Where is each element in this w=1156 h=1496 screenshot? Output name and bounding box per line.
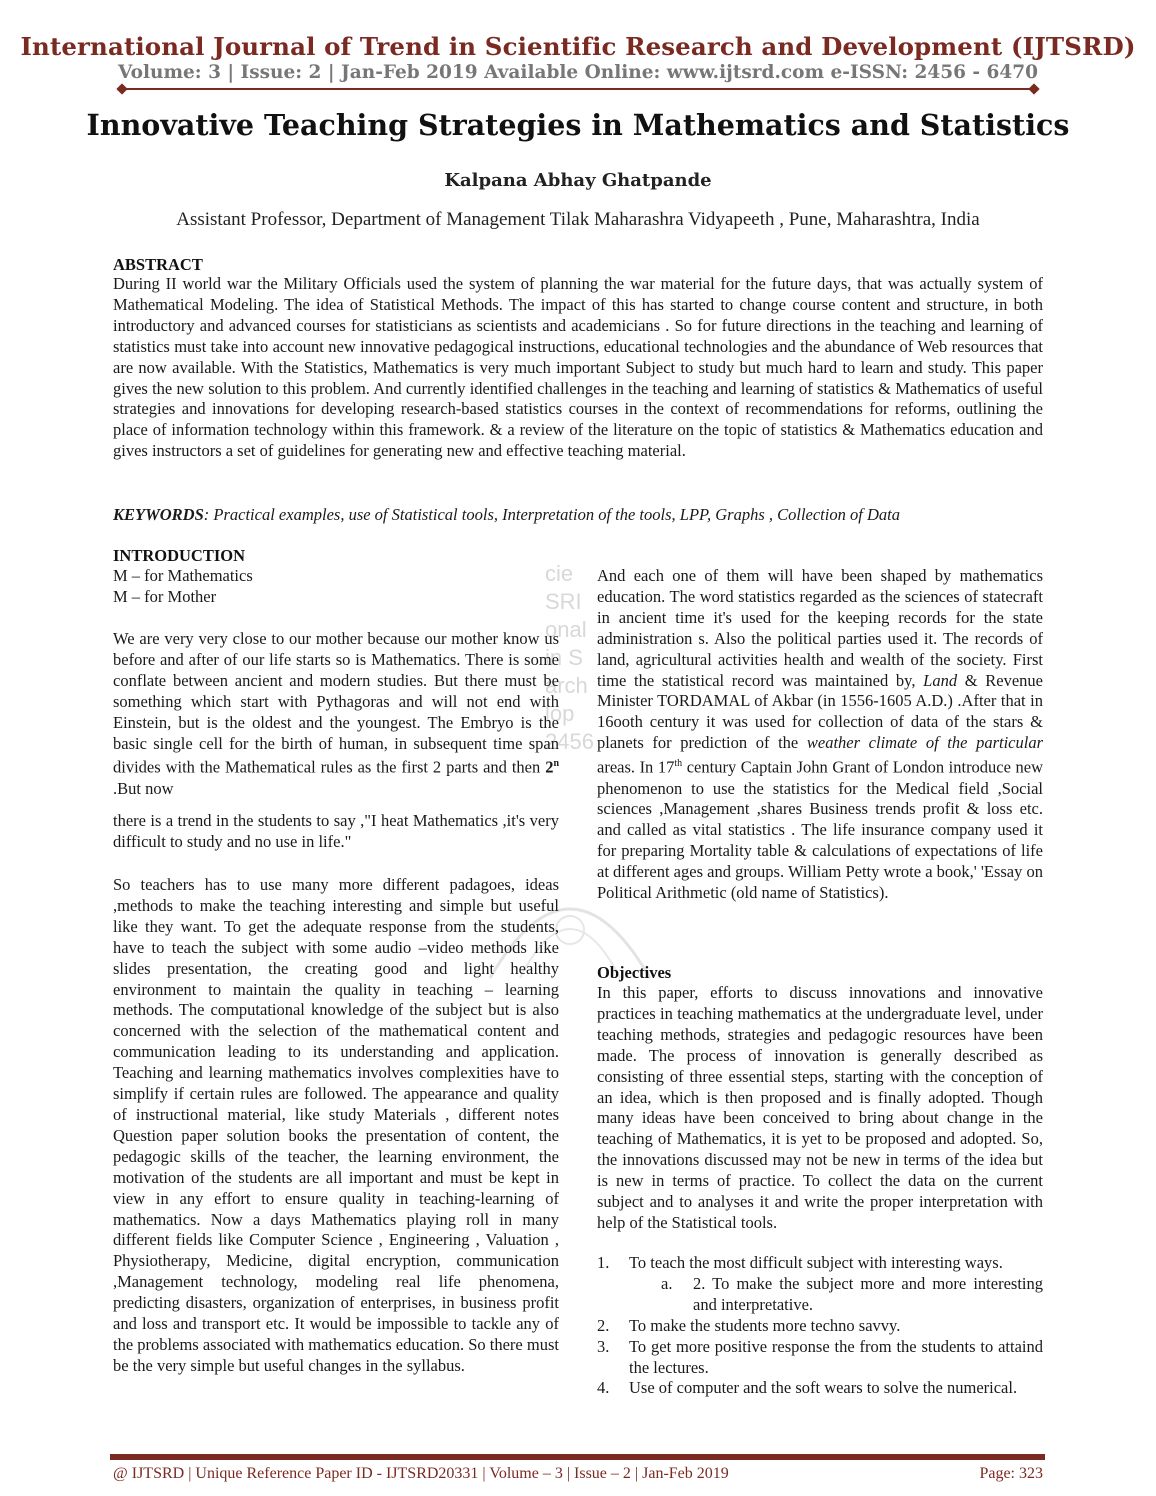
introduction-heading: INTRODUCTION xyxy=(113,546,246,565)
list-item-number: 3. xyxy=(597,1336,610,1356)
rule-diamond-left xyxy=(116,83,127,94)
list-item-number: 4. xyxy=(597,1378,610,1398)
intro-line-mother: M – for Mother xyxy=(113,587,217,606)
intro-paragraph-1-end: .But now xyxy=(113,778,174,798)
watermark-line: cie xyxy=(545,561,574,586)
watermark-line: in S xyxy=(545,645,583,670)
intro-paragraph-1 xyxy=(113,629,559,800)
journal-title: International Journal of Trend in Scientific Research and Development (IJTSRD) xyxy=(20,32,1136,61)
list-item-text: Use of computer and the soft wears to solve the numerical. xyxy=(629,1378,1018,1398)
right-p1-italic-land: Land xyxy=(923,670,958,690)
watermark-line: onal xyxy=(545,617,587,642)
power-base: 2 xyxy=(545,757,554,777)
right-p1-d: century Captain John Grant of London introduce new phenomenon to use the statistics for the Medical field ,Social sciences ,Management ,shares Business trends profit & loss etc. and called as vital statistics . The life insurance company used it for preparing Mortality table & calculations of expectations of life at different ages and groups. William Petty wrote a book,' 'Essay on Political Arithmetic (old name of Statistics). xyxy=(597,757,1043,903)
intro-line-mathematics: M – for Mathematics xyxy=(113,566,253,585)
keywords-label: KEYWORDS xyxy=(113,505,204,524)
list-item xyxy=(597,1337,1043,1379)
list-item-number: 1. xyxy=(597,1253,610,1272)
footer-rule xyxy=(110,1454,1045,1460)
list-item xyxy=(597,1316,1043,1337)
journal-subtitle: Volume: 3 | Issue: 2 | Jan-Feb 2019 Available Online: www.ijtsrd.com e-ISSN: 2456 - 6470 xyxy=(117,62,1039,83)
objectives-list xyxy=(597,1253,1043,1399)
intro-paragraph-2: there is a trend in the students to say ,"I heat Mathematics ,it's very difficult to study and no use in life." xyxy=(113,811,559,851)
right-p1-a: And each one of them will have been shaped by mathematics education. The word statistics regarded as the sciences of statecraft in ancient time it's used for the keeping records for the state administration s. Also the political parties used it. The records of land, agricultural activities health and wealth of the society. First time the statistical record was maintained by, xyxy=(597,566,1043,690)
list-item xyxy=(597,1378,1043,1399)
right-p1-c: areas. In 17 xyxy=(597,757,675,777)
list-item-text: To get more positive response the from the students to attaind the lectures. xyxy=(629,1336,1043,1377)
page-number: Page: 323 xyxy=(979,1465,1043,1482)
list-item-text: To teach the most difficult subject with interesting ways. xyxy=(629,1253,1003,1272)
keywords-text: : Practical examples, use of Statistical tools, Interpretation of the tools, LPP, Graphs , Collection of Data xyxy=(203,505,900,524)
rule-diamond-right xyxy=(1028,83,1039,94)
list-item-text: To make the students more techno savvy. xyxy=(629,1315,901,1335)
header-rule xyxy=(122,88,1034,90)
list-item-number: a. xyxy=(661,1273,673,1293)
list-item xyxy=(597,1274,1043,1316)
right-paragraph-1 xyxy=(597,566,1043,904)
intro-paragraph-3: So teachers has to use many more different padagoes, ideas ,methods to make the teaching interesting and simple but useful like they want. To get the adequate response from the students, have to teach the subject with some audio –video methods like slides presentation, the creating good and light healthy environment to maintain the quality in teaching – learning methods. The computational knowledge of the subject but is also concerned with the selection of the mathematical content and communication leading to its understanding and application. Teaching and learning mathematics involves complexities have to simplify if certain rules are followed. The appearance and quality of instructional material, like study Materials , different notes Question paper solution books the presentation of content, the pedagogic skills of the teacher, the learning environment, the motivation of the students are all important and must be kept in view in any effort to ensure quality in teaching-learning of mathematics. Now a days Mathematics playing roll in many different fields like Computer Science , Engineering , Valuation , Physiotherapy, Medicine, digital encryption, communication ,Management technology, modeling real life phenomena, predicting disasters, organization of enterprises, in business profit and loss and transport etc. It would be impossible to tackle any of the problems associated with mathematics education. So there must be the very simple but useful changes in the syllabus. xyxy=(113,875,559,1375)
paper-title: Innovative Teaching Strategies in Mathematics and Statistics xyxy=(86,108,1070,142)
watermark-line: arch xyxy=(545,673,588,698)
objectives-text: In this paper, efforts to discuss innovations and innovative practices in teaching mathematics at the undergraduate level, under teaching methods, strategies and pedagogic resources have been made. The process of innovation is generally described as consisting of three essential steps, starting with the conception of an idea, which is then proposed and is finally adopted. Though many ideas have been conceived to bring about change in the teaching of Mathematics, it is yet to be proposed and adopted. So, the innovations discussed may not be new in terms of the idea but is new in terms of practice. To collect the data on the current subject and to analyses it and write the proper interpretation with help of the Statistical tools. xyxy=(597,983,1043,1232)
list-item-number: 2. xyxy=(597,1315,610,1335)
keywords-line xyxy=(113,505,1043,525)
watermark-line: lop xyxy=(545,701,575,726)
footer-reference: @ IJTSRD | Unique Reference Paper ID - IJTSRD20331 | Volume – 3 | Issue – 2 | Jan-Feb 2019 xyxy=(113,1465,729,1482)
author-affiliation: Assistant Professor, Department of Management Tilak Maharashra Vidyapeeth , Pune, Maharashtra, India xyxy=(176,209,980,230)
list-item xyxy=(597,1253,1043,1274)
intro-paragraph-1-text: We are very very close to our mother because our mother know us before and after of our life starts so is Mathematics. There is some conflate between ancient and modern studies. But there must be something which start with Pythagoras and will not end with Einstein, but is the oldest and the youngest. The Embryo is the basic single cell for the birth of human, in subsequent time span divides with the Mathematical rules as the first 2 parts and then xyxy=(113,629,559,777)
list-item-text: 2. To make the subject more and more interesting and interpretative. xyxy=(693,1273,1043,1314)
right-p1-italic-weather: weather climate of the particular xyxy=(806,733,1044,753)
author-name: Kalpana Abhay Ghatpande xyxy=(444,170,712,191)
watermark-line: SRI xyxy=(545,589,582,614)
abstract-text: During II world war the Military Officials used the system of planning the war material for the future days, that was actually system of Mathematical Modeling. The idea of Statistical Methods. The impact of this has started to change course content and structure, in both introductory and advanced courses for statisticians as scientists and academicians . So for future directions in the teaching and learning of statistics must take into account new innovative pedagogical instructions, educational technologies and the abundance of Web resources that are now available. With the Statistics, Mathematics is very much important Subject to study but much hard to learn and study. This paper gives the new solution to this problem. And currently identified challenges in the teaching and learning of statistics & Mathematics of useful strategies and innovations for developing research-based statistics courses in the context of recommendations for reforms, outlining the place of information technology within this framework. & a review of the literature on the topic of statistics & Mathematics education and gives instructors a set of guidelines for generating new and effective teaching material. xyxy=(113,274,1043,461)
right-p1-sup: th xyxy=(674,758,683,770)
abstract-heading: ABSTRACT xyxy=(113,255,203,274)
power-exponent: n xyxy=(553,758,559,770)
objectives-heading: Objectives xyxy=(597,963,672,982)
watermark-line: 2456 xyxy=(545,729,594,754)
right-p1-b: & Revenue Minister TORDAMAL of Akbar (in 1556-1605 A.D.) .After that in 16ooth century it was used for collection of data of the stars & planets for prediction of the xyxy=(597,670,1043,753)
